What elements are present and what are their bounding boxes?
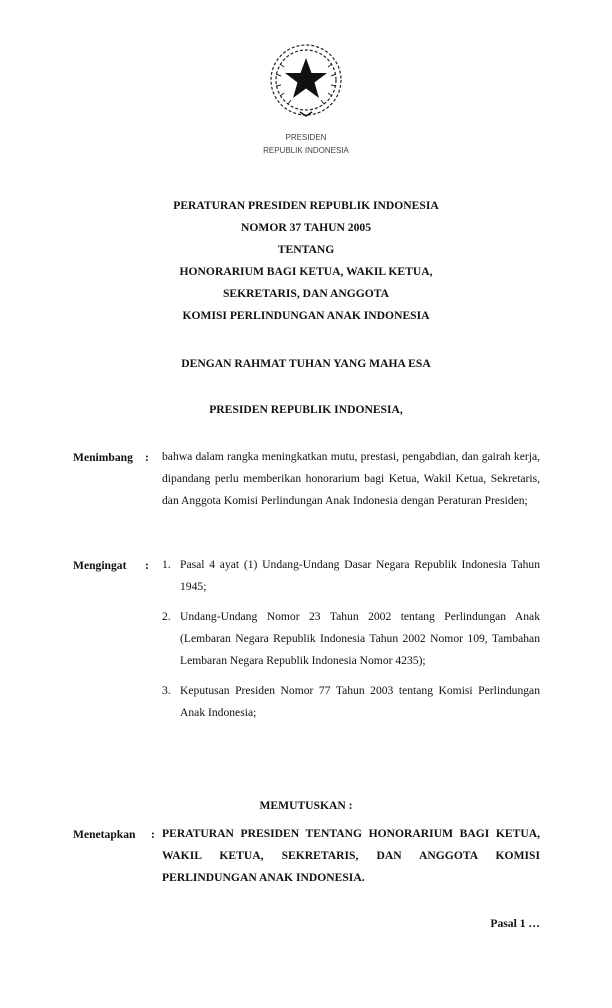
menetapkan-text: PERATURAN PRESIDEN TENTANG HONORARIUM BAGI KETUA, WAKIL KETUA, SEKRETARIS, DAN ANGGOTA KOMISI PERLINDUNGAN ANAK INDONESIA. (162, 827, 540, 884)
menetapkan-label: Menetapkan (73, 828, 136, 841)
item-number: 1. (162, 558, 171, 571)
mengingat-label: Mengingat (73, 559, 127, 572)
mengingat-colon: : (145, 559, 149, 572)
title-line: TENTANG (277, 243, 335, 256)
item-number: 2. (162, 610, 171, 623)
next-page-indicator: Pasal 1 … (490, 917, 540, 930)
title-line: HONORARIUM BAGI KETUA, WAKIL KETUA, (179, 265, 433, 278)
mengingat-item (162, 606, 540, 672)
title-line: SEKRETARIS, DAN ANGGOTA (222, 287, 390, 300)
menetapkan-colon: : (151, 828, 155, 841)
mengingat-item (162, 554, 540, 598)
header-presiden: PRESIDEN (285, 133, 327, 142)
title-line: KOMISI PERLINDUNGAN ANAK INDONESIA (182, 309, 430, 322)
item-text: Pasal 4 ayat (1) Undang-Undang Dasar Negara Republik Indonesia Tahun 1945; (180, 558, 540, 593)
mengingat-item (162, 680, 540, 724)
regulation-title (0, 195, 612, 327)
header-republik-indonesia: REPUBLIK INDONESIA (263, 146, 349, 155)
menimbang-text: bahwa dalam rangka meningkatkan mutu, prestasi, pengabdian, dan gairah kerja, dipandang perlu memberikan honorarium bagi Ketua, Wakil Ketua, Sekretaris, dan Anggota Komisi Perlindungan Anak Indonesia dengan Peraturan Presiden; (162, 450, 540, 507)
title-line: NOMOR 37 TAHUN 2005 (241, 221, 371, 234)
president-heading: PRESIDEN REPUBLIK INDONESIA, (209, 403, 403, 416)
invocation: DENGAN RAHMAT TUHAN YANG MAHA ESA (181, 357, 431, 370)
item-number: 3. (162, 684, 171, 697)
presidential-emblem (266, 40, 346, 120)
menimbang-label: Menimbang (73, 451, 133, 464)
memutuskan-heading: MEMUTUSKAN : (259, 799, 353, 812)
item-text: Undang-Undang Nomor 23 Tahun 2002 tentang Perlindungan Anak (Lembaran Negara Republik Indonesia Tahun 2002 Nomor 109, Tambahan Lembaran Negara Republik Indonesia Nomor 4235); (180, 610, 540, 667)
menimbang-colon: : (145, 451, 149, 464)
item-text: Keputusan Presiden Nomor 77 Tahun 2003 tentang Komisi Perlindungan Anak Indonesia; (180, 684, 540, 719)
title-line: PERATURAN PRESIDEN REPUBLIK INDONESIA (173, 199, 439, 212)
